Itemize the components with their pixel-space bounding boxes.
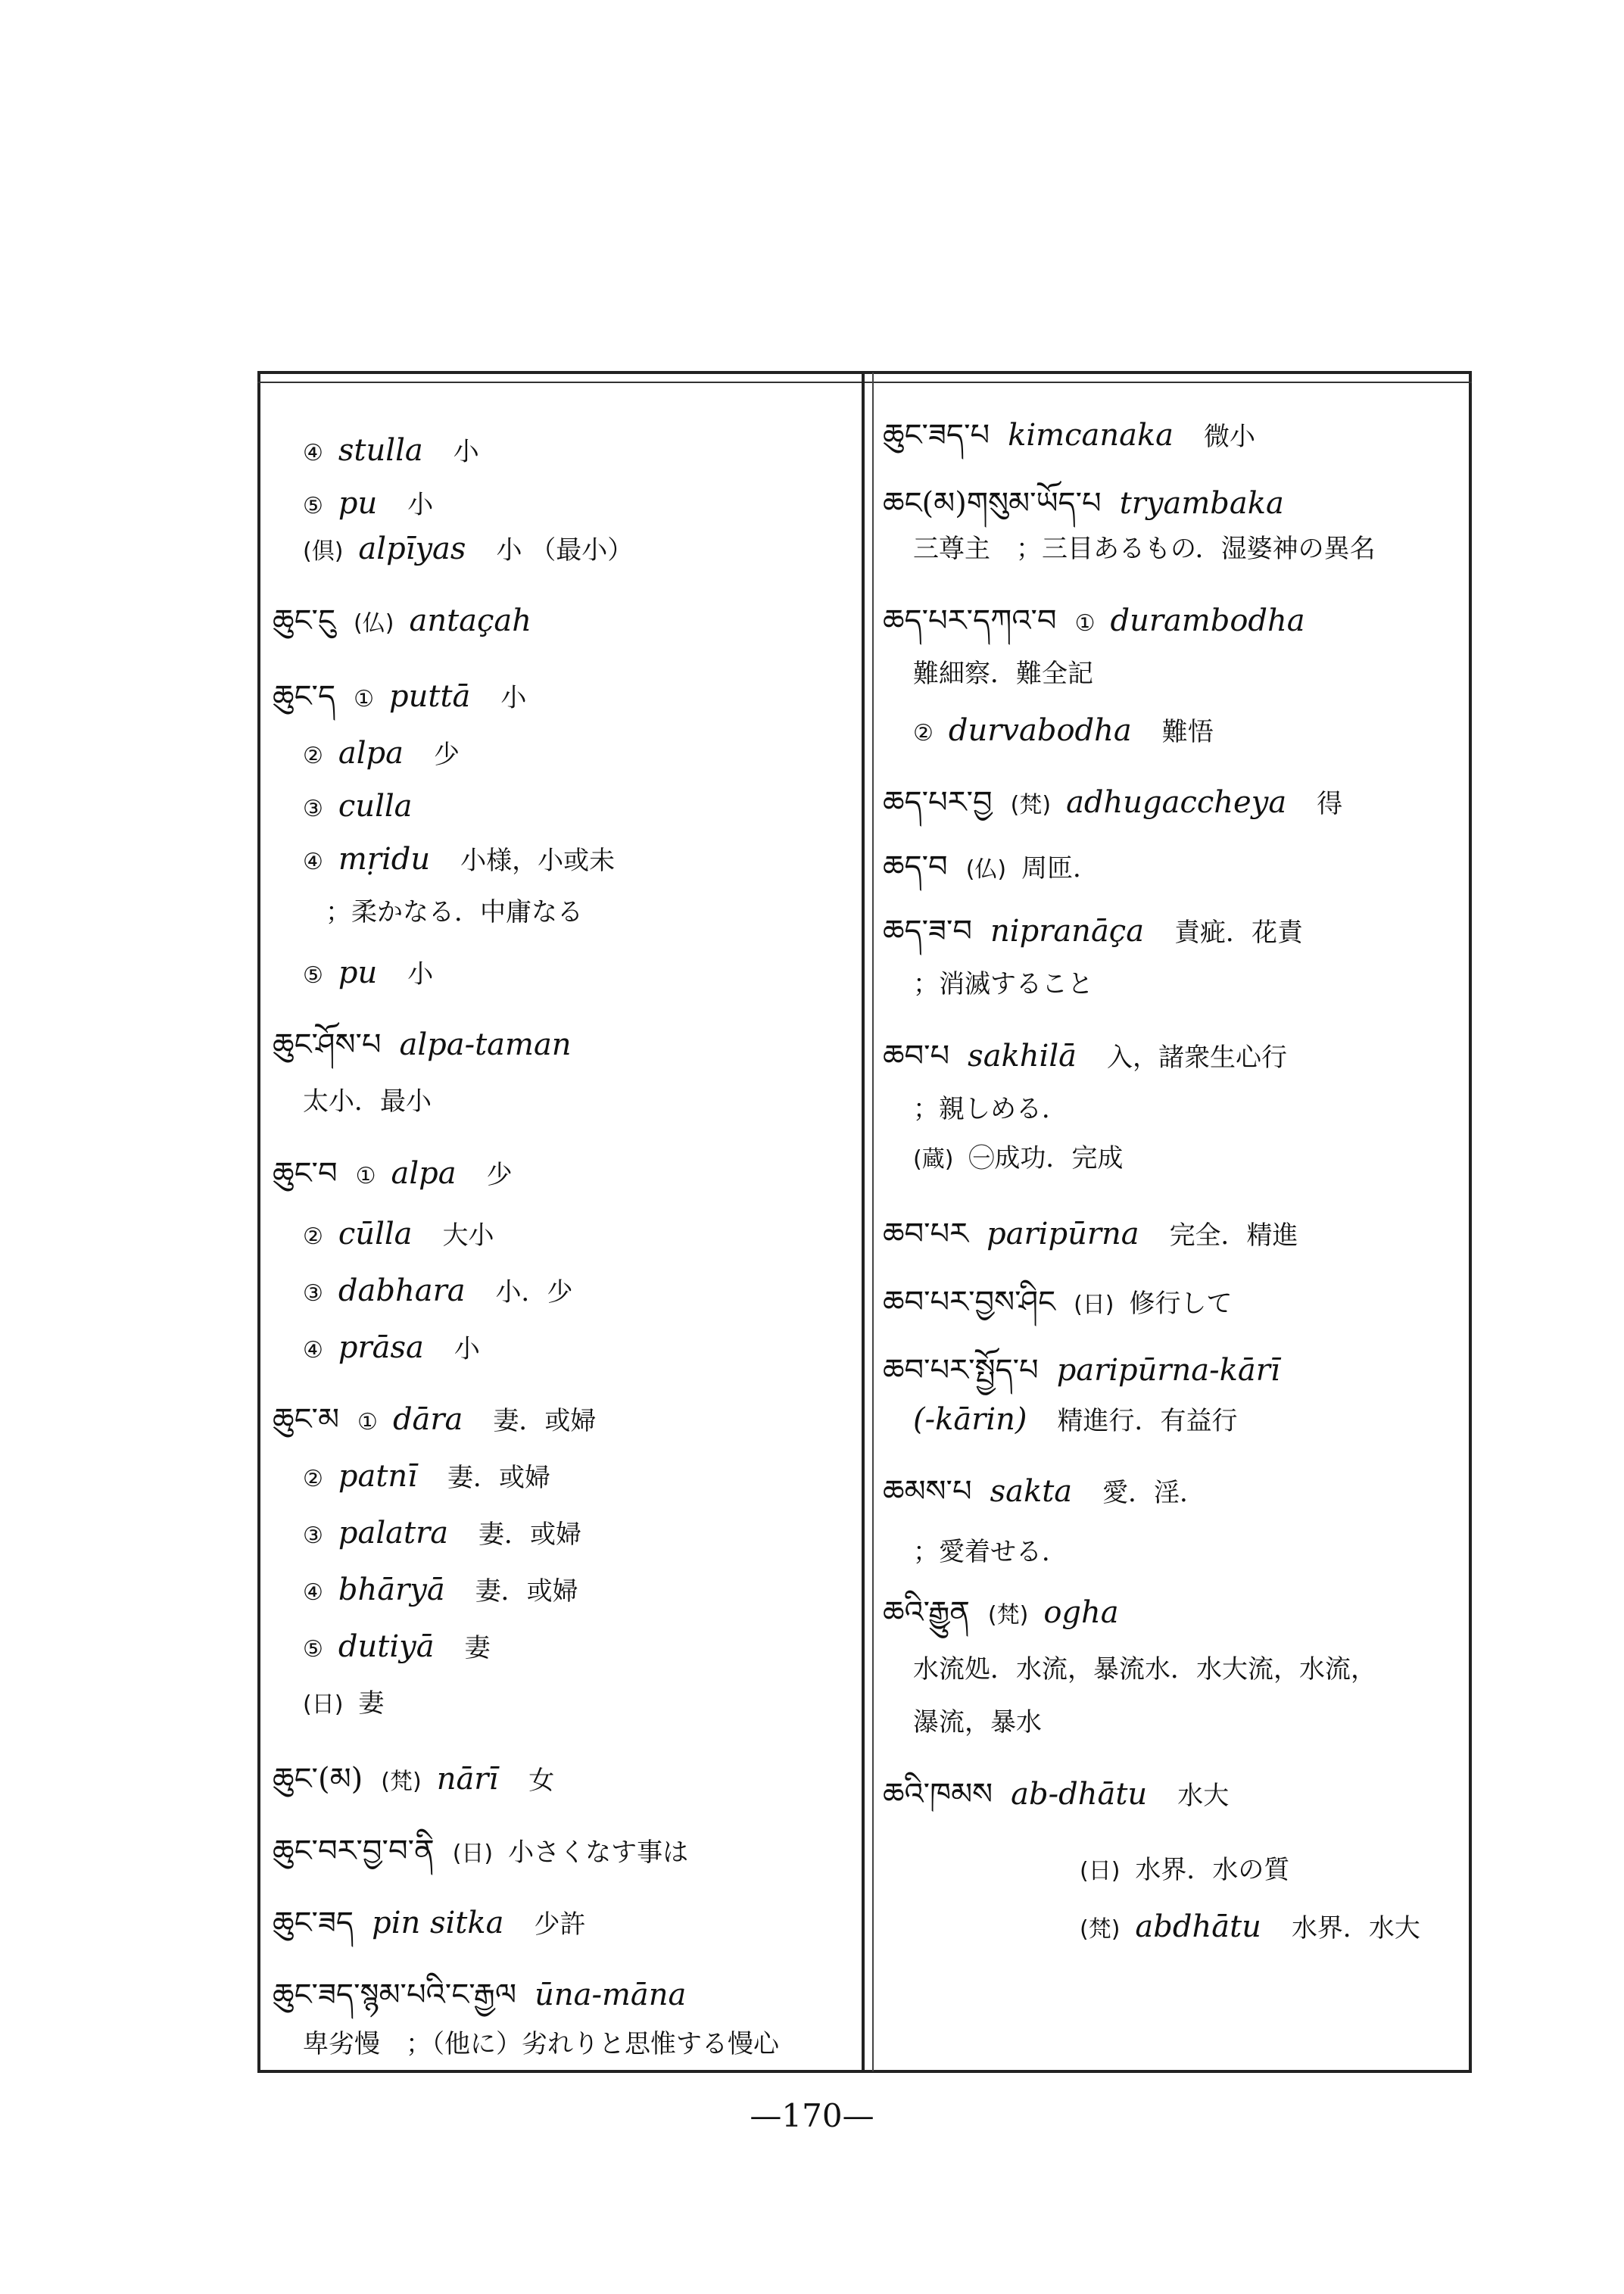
tibetan-term: ཆད་པར་དཀའ་བ [883, 603, 1057, 638]
japanese-gloss: 微小 [1204, 422, 1256, 452]
japanese-gloss: 小 [500, 683, 527, 713]
japanese-gloss: 愛．淫． [1102, 1478, 1206, 1508]
japanese-gloss: 修行して [1129, 1289, 1233, 1319]
sense-marker: (梵) [1010, 792, 1052, 818]
left-entry [273, 602, 562, 643]
sanskrit-term: sakta [990, 1474, 1073, 1509]
left-entry [273, 1401, 596, 1442]
right-entry [883, 1215, 1298, 1255]
sense-marker: ② [913, 720, 934, 746]
sense-marker: ① [354, 686, 375, 712]
left-entry [326, 893, 583, 931]
japanese-gloss: 精進行．有益行 [1057, 1406, 1238, 1436]
tibetan-term: ཆད་བ [883, 849, 948, 884]
right-entry [883, 848, 1099, 889]
right-entry [883, 1283, 1233, 1324]
japanese-gloss: 小 [407, 490, 434, 520]
japanese-gloss: 小さくなす事は [508, 1837, 689, 1868]
left-entry [303, 840, 615, 881]
left-entry [273, 678, 526, 718]
sanskrit-term: ab-dhātu [1011, 1777, 1148, 1812]
japanese-gloss: 卑劣慢 ；（他に）劣れりと思惟する慢心 [303, 2029, 779, 2059]
right-entry [883, 485, 1314, 524]
sanskrit-term: antaçah [409, 603, 532, 638]
sanskrit-term: ūna-māna [535, 1978, 687, 2012]
sense-marker: ③ [303, 1523, 323, 1549]
sense-marker: ④ [303, 1579, 323, 1606]
sanskrit-term: patnī [338, 1459, 417, 1494]
left-entry [303, 1083, 432, 1121]
sanskrit-term: dutiyā [338, 1629, 435, 1664]
right-entry [913, 1533, 1068, 1571]
sense-marker: ⑤ [303, 1636, 323, 1663]
sanskrit-term: durambodha [1110, 603, 1305, 638]
left-entry [303, 2025, 779, 2063]
japanese-gloss: 太小．最小 [303, 1086, 432, 1117]
column-divider [862, 372, 865, 2071]
right-entry [1080, 1851, 1289, 1890]
left-entry [303, 787, 443, 828]
japanese-gloss: 妻 [464, 1633, 491, 1663]
sense-marker: (梵) [1080, 1916, 1121, 1943]
japanese-gloss: ；消滅すること [913, 969, 1093, 999]
right-entry [883, 784, 1342, 824]
right-entry [883, 912, 1303, 952]
sanskrit-term: dāra [392, 1402, 463, 1437]
sanskrit-term: kimcanaka [1008, 418, 1174, 453]
sanskrit-term: bhāryā [338, 1572, 445, 1607]
sanskrit-term: paripūrna-kārī [1056, 1353, 1280, 1388]
right-entry [883, 1594, 1149, 1635]
japanese-gloss: 水界．水の質 [1135, 1855, 1290, 1885]
japanese-gloss: 水大 [1177, 1781, 1230, 1811]
japanese-gloss: 難悟 [1161, 717, 1214, 747]
tibetan-term: ཆད་ཟ་བ [883, 914, 973, 949]
sanskrit-term: dabhara [338, 1273, 466, 1308]
right-entry [883, 1351, 1311, 1391]
left-entry [303, 485, 433, 525]
tibetan-term: ཆུང་ད [273, 679, 336, 714]
sanskrit-term: pin sitka [372, 1906, 504, 1940]
japanese-gloss: 女 [528, 1766, 555, 1796]
page-number: —170— [750, 2097, 874, 2134]
sense-marker: ② [303, 1466, 323, 1492]
sanskrit-term: tryambaka [1119, 486, 1284, 521]
left-entry [273, 1155, 513, 1195]
right-entry [913, 712, 1214, 753]
sense-marker: ④ [303, 849, 323, 875]
japanese-gloss: 少 [434, 740, 460, 770]
tibetan-term: ཆུང་བ [273, 1156, 338, 1191]
sanskrit-term: sakhilā [968, 1039, 1077, 1074]
column-divider-inner [872, 372, 874, 2071]
left-entry [273, 1760, 554, 1801]
japanese-gloss: 得 [1317, 789, 1343, 819]
japanese-gloss: 小 [407, 959, 434, 990]
sanskrit-term: alpīyas [358, 531, 466, 566]
sense-marker: (梵) [987, 1602, 1029, 1629]
japanese-gloss: 妻．或婦 [447, 1463, 550, 1493]
left-entry [303, 1514, 581, 1555]
sense-marker: (梵) [381, 1769, 422, 1795]
tibetan-term: ཆུང་(མ) [273, 1762, 363, 1797]
tibetan-term: ཆུང་མ [273, 1402, 340, 1437]
japanese-gloss: 少 [486, 1160, 513, 1190]
japanese-gloss: 妻 [358, 1688, 385, 1719]
sanskrit-term: alpa [391, 1156, 457, 1191]
left-entry [303, 432, 479, 472]
right-entry [913, 530, 1376, 568]
left-entry [303, 530, 633, 571]
sense-marker: ③ [303, 1280, 323, 1307]
left-entry [303, 1329, 480, 1370]
right-entry [1080, 1908, 1420, 1949]
left-entry [303, 1571, 578, 1612]
sanskrit-term: nipranāça [990, 914, 1145, 949]
japanese-gloss: 瀑流，暴水 [913, 1707, 1042, 1738]
left-entry [273, 1904, 585, 1943]
tibetan-term: ཆའི་ཁམས [883, 1777, 993, 1812]
left-entry [303, 1272, 573, 1313]
left-entry [273, 1026, 602, 1065]
tibetan-term: ཆུང་ཟད་པ [883, 418, 990, 453]
sanskrit-term: pu [338, 955, 378, 990]
sense-marker: (日) [1080, 1858, 1121, 1884]
japanese-gloss: 責疵．花責 [1174, 918, 1304, 948]
right-entry [883, 1473, 1205, 1512]
sanskrit-term: palatra [338, 1516, 449, 1551]
tibetan-term: ཆུང་ཟད [273, 1906, 354, 1940]
japanese-gloss: 妻．或婦 [478, 1519, 582, 1550]
right-entry [913, 965, 1093, 1003]
left-entry [303, 1215, 494, 1256]
sanskrit-term: culla [338, 789, 413, 824]
left-entry [273, 1832, 688, 1873]
sense-marker: (蔵) [913, 1146, 954, 1173]
right-entry [913, 1139, 1123, 1179]
sense-marker: ④ [303, 440, 323, 466]
sanskrit-term: prāsa [338, 1330, 424, 1365]
japanese-gloss: 小 （最小） [496, 535, 634, 566]
tibetan-term: ཆབ་པ [883, 1039, 950, 1074]
japanese-gloss: 難細察．難全記 [913, 659, 1093, 689]
left-entry [303, 954, 433, 995]
sanskrit-term: paripūrna [987, 1217, 1139, 1251]
japanese-gloss: 小 [453, 437, 479, 467]
japanese-gloss: 小様，小或未 [460, 846, 616, 876]
tibetan-term: ཆམས་པ [883, 1474, 972, 1509]
sanskrit-term: cūlla [338, 1217, 413, 1251]
left-entry [303, 1628, 491, 1669]
japanese-gloss: ；愛着せる． [913, 1537, 1068, 1567]
japanese-gloss: 水流処．水流，暴流水．水大流，水流， [913, 1654, 1376, 1685]
japanese-gloss: 入，諸衆生心行 [1106, 1043, 1287, 1073]
left-entry [303, 1685, 384, 1724]
left-entry [273, 1976, 716, 2015]
sense-marker: ① [357, 1409, 378, 1435]
japanese-gloss: 水界．水大 [1291, 1913, 1420, 1943]
sanskrit-term: stulla [338, 433, 423, 468]
sense-marker: ⑤ [303, 962, 323, 989]
japanese-gloss: 小．少 [495, 1277, 573, 1308]
japanese-gloss: ；親しめる． [913, 1094, 1068, 1124]
japanese-gloss: 妻．或婦 [475, 1576, 578, 1607]
sanskrit-term: abdhātu [1135, 1909, 1261, 1944]
sense-marker: ④ [303, 1337, 323, 1364]
sense-marker: ② [303, 1223, 323, 1250]
japanese-gloss: ㊀成功．完成 [968, 1143, 1124, 1173]
tibetan-term: ཆུང་ཤོས་པ [273, 1027, 382, 1062]
right-entry [913, 1703, 1042, 1741]
japanese-gloss: 周匝． [1021, 853, 1099, 884]
sanskrit-term: mṛidu [338, 842, 431, 877]
sense-marker: (日) [1074, 1292, 1114, 1318]
japanese-gloss: 小 [454, 1334, 480, 1364]
tibetan-term: ཆུང་ཟད་སྙམ་པའི་ང་རྒྱལ [273, 1978, 517, 2012]
tibetan-term: ཆད་པར་བྱ [883, 785, 993, 820]
left-entry [303, 734, 460, 775]
sense-marker: (倶) [303, 538, 344, 565]
japanese-gloss: 妻．或婦 [493, 1406, 597, 1436]
japanese-gloss: 三尊主 ；三目あるもの．湿婆神の異名 [913, 534, 1376, 564]
sense-marker: ① [355, 1163, 376, 1189]
sense-marker: (仏) [965, 856, 1007, 883]
left-entry [303, 1457, 550, 1498]
sanskrit-term: alpa [338, 736, 404, 771]
right-entry [913, 1650, 1376, 1688]
tibetan-term: ཆང(མ)གསུམ་ཡོད་པ [883, 486, 1102, 521]
right-entry [883, 416, 1255, 456]
tibetan-term: ཆའི་རྒྱུན [883, 1595, 970, 1630]
sanskrit-term: durvabodha [948, 713, 1132, 748]
sense-marker: ③ [303, 796, 323, 822]
sanskrit-term: pu [338, 486, 378, 521]
right-entry [913, 655, 1093, 693]
sanskrit-term: adhugaccheya [1066, 785, 1287, 820]
sanskrit-term: puttā [389, 679, 471, 714]
sense-marker: ⑤ [303, 493, 323, 519]
frame-top-double-rule [257, 382, 1472, 383]
sense-marker: (仏) [354, 610, 394, 637]
japanese-gloss: 大小 [442, 1220, 494, 1251]
sanskrit-term: alpa-taman [399, 1027, 572, 1062]
right-entry [883, 1775, 1229, 1815]
right-entry [913, 1090, 1068, 1128]
tibetan-term: ཆུང་ངུ [273, 603, 336, 638]
right-entry [883, 1037, 1287, 1077]
sanskrit-term: ogha [1043, 1595, 1119, 1630]
right-entry [883, 602, 1336, 643]
sense-marker: ② [303, 743, 323, 769]
japanese-gloss: ；柔かなる．中庸なる [326, 897, 583, 927]
sense-marker: (日) [452, 1840, 494, 1867]
tibetan-term: ཆབ་པར [883, 1217, 969, 1251]
japanese-gloss: 少許 [534, 1909, 586, 1940]
tibetan-term: ཆབ་པར་བྱས་ཤིང [883, 1285, 1056, 1320]
japanese-gloss: 完全．精進 [1169, 1220, 1298, 1251]
sanskrit-term: (-kārin) [913, 1402, 1027, 1437]
sense-marker: ① [1074, 610, 1096, 637]
right-entry [913, 1401, 1238, 1440]
tibetan-term: ཆབ་པར་སྤྱོད་པ [883, 1353, 1039, 1388]
sense-marker: (日) [303, 1691, 344, 1718]
sanskrit-term: nārī [436, 1762, 499, 1797]
tibetan-term: ཆུང་བར་བྱ་བ་ནི [273, 1834, 435, 1869]
